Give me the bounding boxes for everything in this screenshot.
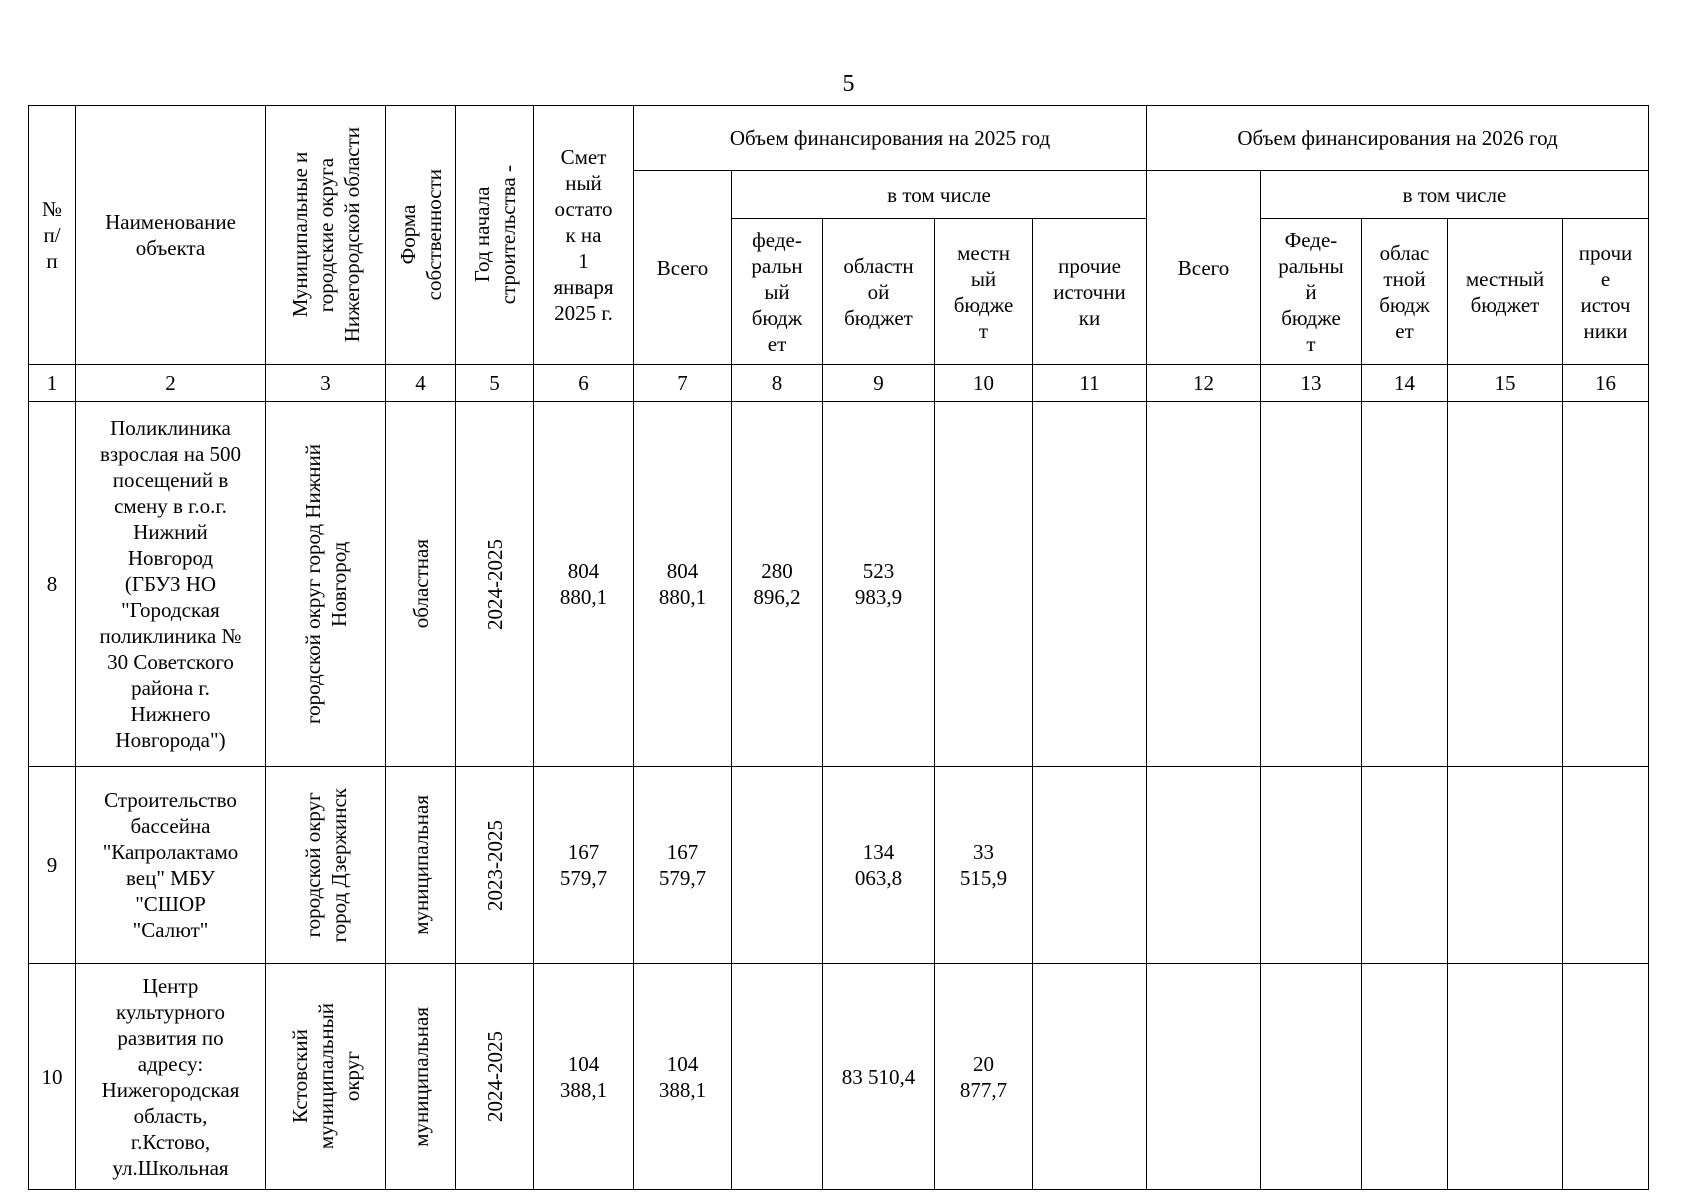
column-number: 16 bbox=[1563, 365, 1649, 402]
header-total-2025: Всего bbox=[634, 171, 732, 365]
header-district: Муниципальные и городские округа Нижегородской области bbox=[266, 106, 386, 365]
page-number: 5 bbox=[842, 71, 855, 97]
ownership-cell: областная bbox=[386, 402, 456, 767]
column-number: 4 bbox=[386, 365, 456, 402]
header-including-2025: в том числе bbox=[732, 171, 1147, 219]
column-number: 2 bbox=[76, 365, 266, 402]
column-number: 10 bbox=[935, 365, 1033, 402]
local-2026-cell bbox=[1448, 964, 1563, 1190]
column-number: 7 bbox=[634, 365, 732, 402]
column-number: 14 bbox=[1362, 365, 1448, 402]
local-2025-cell: 33 515,9 bbox=[935, 767, 1033, 964]
years-cell: 2023-2025 bbox=[456, 767, 534, 964]
header-ownership: Форма собственности bbox=[386, 106, 456, 365]
ownership-cell: муниципальная bbox=[386, 767, 456, 964]
header-other-2025: прочие источни ки bbox=[1033, 219, 1147, 365]
column-numbers-row bbox=[29, 365, 1649, 402]
total-2025-cell: 167 579,7 bbox=[634, 767, 732, 964]
balance-cell: 167 579,7 bbox=[534, 767, 634, 964]
total-2026-cell bbox=[1147, 402, 1261, 767]
balance-cell: 104 388,1 bbox=[534, 964, 634, 1190]
header-start-year: Год начала строительства - bbox=[456, 106, 534, 365]
total-2025-cell: 104 388,1 bbox=[634, 964, 732, 1190]
column-number: 3 bbox=[266, 365, 386, 402]
total-2025-cell: 804 880,1 bbox=[634, 402, 732, 767]
header-financing-2025: Объем финансирования на 2025 год bbox=[634, 106, 1147, 171]
column-number: 1 bbox=[29, 365, 76, 402]
header-estimated-balance: Смет ный остато к на 1 января 2025 г. bbox=[534, 106, 634, 365]
federal-2025-cell: 280 896,2 bbox=[732, 402, 823, 767]
regional-2025-cell: 523 983,9 bbox=[823, 402, 935, 767]
local-2025-cell bbox=[935, 402, 1033, 767]
header-num: № п/ п bbox=[29, 106, 76, 365]
header-object-name: Наименование объекта bbox=[76, 106, 266, 365]
row-number: 8 bbox=[29, 402, 76, 767]
column-number: 15 bbox=[1448, 365, 1563, 402]
table-row bbox=[29, 964, 1649, 1190]
column-number: 9 bbox=[823, 365, 935, 402]
other-2025-cell bbox=[1033, 402, 1147, 767]
table-row bbox=[29, 402, 1649, 767]
object-name: Строительство бассейна "Капролактамо вец" МБУ "СШОР "Салют" bbox=[76, 767, 266, 964]
column-number: 5 bbox=[456, 365, 534, 402]
total-2026-cell bbox=[1147, 964, 1261, 1190]
other-2026-cell bbox=[1563, 402, 1649, 767]
federal-2026-cell bbox=[1261, 964, 1362, 1190]
balance-cell: 804 880,1 bbox=[534, 402, 634, 767]
header-federal-2026: Феде- ральны й бюдже т bbox=[1261, 219, 1362, 365]
header-row bbox=[29, 106, 1649, 171]
object-name: Центр культурного развития по адресу: Нижегородская область, г.Кстово, ул.Школьная bbox=[76, 964, 266, 1190]
federal-2026-cell bbox=[1261, 402, 1362, 767]
other-2026-cell bbox=[1563, 767, 1649, 964]
other-2026-cell bbox=[1563, 964, 1649, 1190]
local-2025-cell: 20 877,7 bbox=[935, 964, 1033, 1190]
regional-2025-cell: 134 063,8 bbox=[823, 767, 935, 964]
financing-table bbox=[28, 105, 1649, 1190]
column-number: 12 bbox=[1147, 365, 1261, 402]
regional-2026-cell bbox=[1362, 964, 1448, 1190]
object-name: Поликлиника взрослая на 500 посещений в смену в г.о.г. Нижний Новгород (ГБУЗ НО "Городская поликлиника № 30 Советского района г. Нижнего Новгорода") bbox=[76, 402, 266, 767]
header-other-2026: прочи е источ ники bbox=[1563, 219, 1649, 365]
table-row bbox=[29, 767, 1649, 964]
other-2025-cell bbox=[1033, 767, 1147, 964]
regional-2026-cell bbox=[1362, 402, 1448, 767]
header-regional-2026: облас тной бюдж ет bbox=[1362, 219, 1448, 365]
years-cell: 2024-2025 bbox=[456, 402, 534, 767]
local-2026-cell bbox=[1448, 767, 1563, 964]
local-2026-cell bbox=[1448, 402, 1563, 767]
row-number: 9 bbox=[29, 767, 76, 964]
other-2025-cell bbox=[1033, 964, 1147, 1190]
regional-2026-cell bbox=[1362, 767, 1448, 964]
header-including-2026: в том числе bbox=[1261, 171, 1649, 219]
regional-2025-cell: 83 510,4 bbox=[823, 964, 935, 1190]
ownership-cell: муниципальная bbox=[386, 964, 456, 1190]
district-cell: городской округ город Дзержинск bbox=[266, 767, 386, 964]
row-number: 10 bbox=[29, 964, 76, 1190]
column-number: 8 bbox=[732, 365, 823, 402]
federal-2026-cell bbox=[1261, 767, 1362, 964]
federal-2025-cell bbox=[732, 767, 823, 964]
header-financing-2026: Объем финансирования на 2026 год bbox=[1147, 106, 1649, 171]
column-number: 13 bbox=[1261, 365, 1362, 402]
years-cell: 2024-2025 bbox=[456, 964, 534, 1190]
header-local-2025: местн ый бюдже т bbox=[935, 219, 1033, 365]
column-number: 6 bbox=[534, 365, 634, 402]
header-federal-2025: феде- ральн ый бюдж ет bbox=[732, 219, 823, 365]
total-2026-cell bbox=[1147, 767, 1261, 964]
header-total-2026: Всего bbox=[1147, 171, 1261, 365]
federal-2025-cell bbox=[732, 964, 823, 1190]
district-cell: Кстовский муниципальный округ bbox=[266, 964, 386, 1190]
header-regional-2025: областн ой бюджет bbox=[823, 219, 935, 365]
column-number: 11 bbox=[1033, 365, 1147, 402]
header-local-2026: местный бюджет bbox=[1448, 219, 1563, 365]
district-cell: городской округ город Нижний Новгород bbox=[266, 402, 386, 767]
